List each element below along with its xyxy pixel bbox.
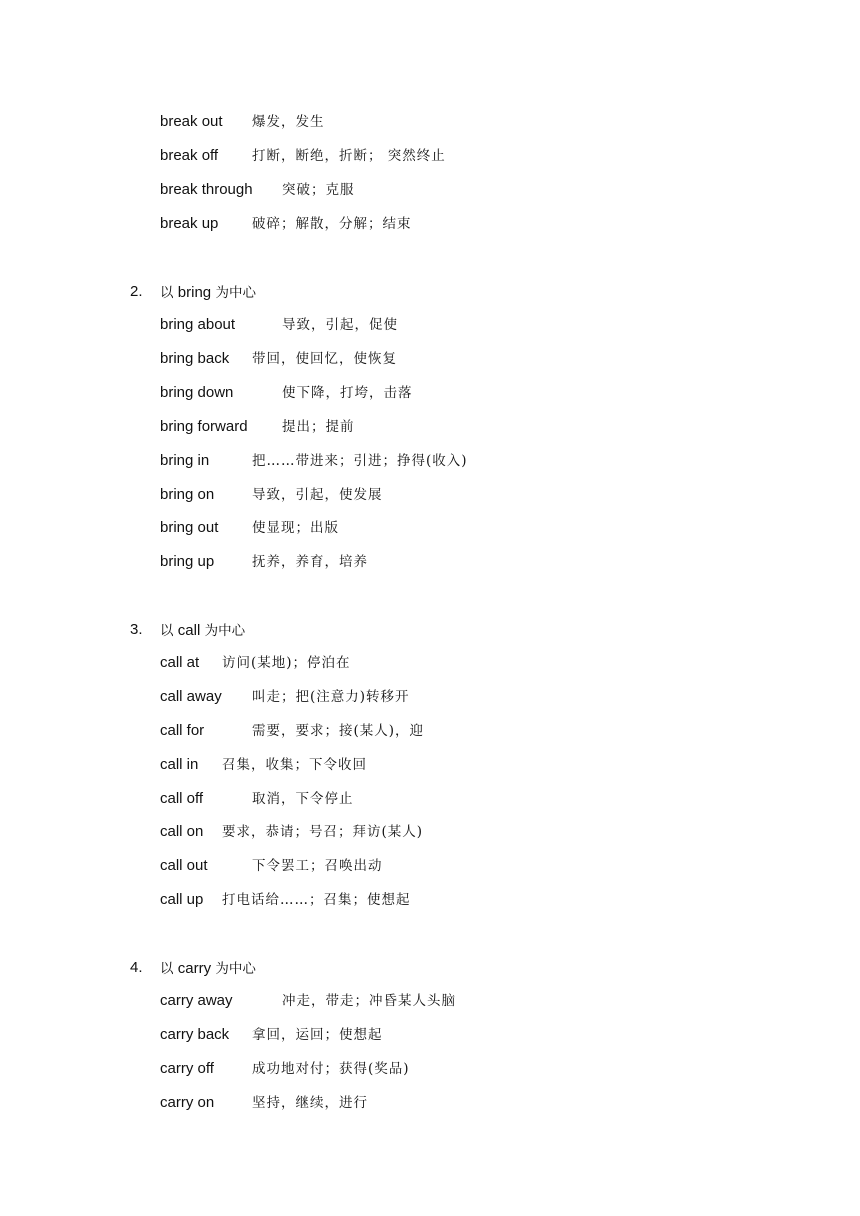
phrase: break up xyxy=(160,215,219,232)
phrase: call away xyxy=(160,688,222,705)
meaning: 取消，下令停止 xyxy=(252,791,354,807)
meaning: 爆发，发生 xyxy=(252,114,325,130)
phrase: bring out xyxy=(160,519,219,536)
section-number: 4. xyxy=(130,959,143,976)
phrase: break out xyxy=(160,113,223,130)
phrase: carry away xyxy=(160,992,233,1009)
meaning: 抚养，养育，培养 xyxy=(252,554,368,570)
phrase: call in xyxy=(160,756,199,773)
phrase: call out xyxy=(160,857,208,874)
meaning: 突破；克服 xyxy=(282,182,355,198)
meaning: 把……带进来；引进；挣得(收入) xyxy=(252,453,468,469)
meaning: 冲走，带走；冲昏某人头脑 xyxy=(282,993,456,1009)
section-number: 2. xyxy=(130,283,143,300)
phrase: bring in xyxy=(160,452,210,469)
phrase: bring down xyxy=(160,384,234,401)
meaning: 打电话给……；召集；使想起 xyxy=(222,892,411,908)
meaning: 带回，使回忆，使恢复 xyxy=(252,351,397,367)
meaning: 召集，收集；下令收回 xyxy=(222,757,367,773)
section-title: 以 bring 为中心 xyxy=(160,284,256,301)
phrase: bring back xyxy=(160,350,230,367)
meaning: 叫走；把(注意力)转移开 xyxy=(252,689,410,705)
meaning: 导致，引起，促使 xyxy=(282,317,398,333)
phrase: bring about xyxy=(160,316,236,333)
meaning: 访问(某地)；停泊在 xyxy=(222,655,351,671)
phrase: bring on xyxy=(160,486,215,503)
phrase: call off xyxy=(160,790,204,807)
meaning: 要求，恭请；号召；拜访(某人) xyxy=(222,824,424,840)
phrase: call at xyxy=(160,654,200,671)
meaning: 使显现；出版 xyxy=(252,520,339,536)
phrase: carry on xyxy=(160,1094,215,1111)
phrase: bring up xyxy=(160,553,215,570)
meaning: 打断，断绝，折断； 突然终止 xyxy=(252,148,446,164)
meaning: 导致，引起，使发展 xyxy=(252,487,383,503)
phrase: break off xyxy=(160,147,219,164)
meaning: 下令罢工；召唤出动 xyxy=(252,858,383,874)
meaning: 坚持，继续，进行 xyxy=(252,1095,368,1111)
phrase: call up xyxy=(160,891,204,908)
phrase: call for xyxy=(160,722,205,739)
section-number: 3. xyxy=(130,621,143,638)
phrase: break through xyxy=(160,181,253,198)
section-title: 以 call 为中心 xyxy=(160,622,246,639)
meaning: 成功地对付；获得(奖品) xyxy=(252,1061,410,1077)
phrase: bring forward xyxy=(160,418,248,435)
meaning: 提出；提前 xyxy=(282,419,355,435)
meaning: 使下降，打垮，击落 xyxy=(282,385,413,401)
section-title: 以 carry 为中心 xyxy=(160,960,256,977)
meaning: 需要，要求；接(某人)，迎 xyxy=(252,723,425,739)
meaning: 拿回，运回；使想起 xyxy=(252,1027,383,1043)
phrase: call on xyxy=(160,823,204,840)
phrase: carry back xyxy=(160,1026,230,1043)
phrase: carry off xyxy=(160,1060,214,1077)
meaning: 破碎；解散，分解；结束 xyxy=(252,216,412,232)
